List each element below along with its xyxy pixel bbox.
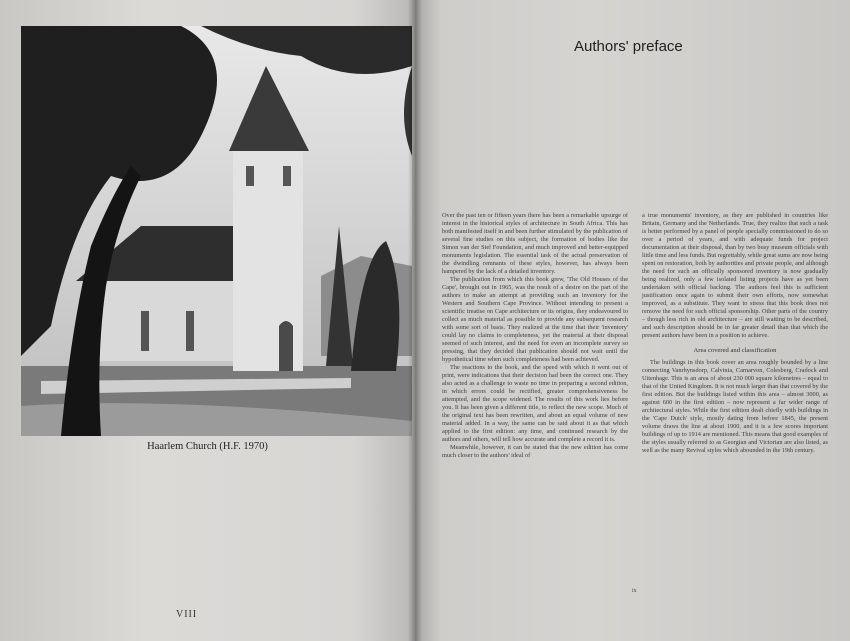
book-spine-shadow bbox=[408, 0, 422, 641]
page-number-left: VIII bbox=[176, 609, 198, 620]
church-photo-illustration bbox=[21, 26, 412, 436]
paragraph: a true monuments' inventory, as they are published in countries like Britain, Germany and the Netherlands. True, they realize that such a task is better performed by a panel of people specially commissioned to do so over a period of years, and with adequate funds for project documentation at their disposal, than by two busy museum officials with little time and less funds. But regrettably, while great sums are now being spent on restoration, both by authorities and private people, and although the need for such an officially sponsored inventory is now gradually being realized, only a few isolated listing projects have as yet been undertaken with official backing. The authors feel this is sufficient justification once again to submit their own efforts, now somewhat improved, as a substitute. They want to stress that this book does not remove the need for such official sponsorship. Other parts of the country – though less rich in old architecture – are still waiting to be described, and such description should be in far greater detail than that which the present authors have been in a position to achieve. bbox=[642, 212, 828, 339]
church-photograph bbox=[21, 26, 412, 436]
paragraph: The publication from which this book grew, 'The Old Houses of the Cape', brought out in 1965, was the result of a desire on the part of the authors to make an attempt at providing such an inventory for the Western and Southern Cape Province. Without intending to present a scientific treatise on Cape architecture or its origins, they endeavoured to collect as much material as possible to provide any subsequent research with some sort of basis. They realized at the time that their 'inventory' could lay no claims to completeness, yet the material at their disposal seemed of such interest, and the need for even an incomplete survey so pressing, that they decided that publication should not wait until the hypothetical time when such completeness had been achieved. bbox=[442, 276, 628, 363]
paragraph: Meanwhile, however, it can be stated that the new edition has come much closer to the authors' ideal of bbox=[442, 444, 628, 459]
photo-caption: Haarlem Church (H.F. 1970) bbox=[147, 441, 268, 452]
section-heading: Area covered and classification bbox=[693, 347, 777, 354]
paragraph: The reactions to the book, and the speed with which it went out of print, were indications that their decision had been the correct one. They also acted as a challenge to waste no time in preparing a second edition, in which errors could be rectified, greater comprehensiveness be attempted, and the scope widened. The results of this work lies before you. It has been given a different title, to reflect the new scope. Much of the original text has been rewritten, and about an equal volume of new material added. In a way, the same can be said about it as that which applied to the first edition: any time, and continued research by the authors and others, will tell how accurate and complete a record it is. bbox=[442, 364, 628, 443]
paragraph: The buildings in this book cover an area roughly bounded by a line connecting Vanrhynsdorp, Calvinia, Carnarvon, Colesberg, Cradock and Uitenhage. This is an area of about 230 000 square kilometres – equal to that of the United Kingdom. It is not much larger than that covered by the first edition. But the buildings listed within this area – almost 3000, as against 600 in the first edition – now represent a far wider range of architectural styles. While the first edition dealt chiefly with buildings in the 'Cape Dutch' style, mostly dating from before 1845, the present volume draws the line at about 1900, and it is a few scores important buildings of up to 1914 are mentioned. This means that good examples of the styles usually referred to as Georgian and Victorian are also listed, as well as the many Revival styles which abounded in the 19th century. bbox=[642, 359, 828, 454]
text-column-1 bbox=[442, 212, 628, 460]
page-number-right: ix bbox=[632, 588, 637, 594]
left-page bbox=[0, 0, 415, 641]
page-title: Authors' preface bbox=[574, 38, 683, 55]
paragraph: Over the past ten or fifteen years there has been a remarkable upsurge of interest in the historical styles of architecture in South Africa. This has both manifested itself in and been further stimulated by the publication of several fine studies on this subject, the formation of bodies like the Simon van der Stel Foundation, and much improved and better-equipped monuments legislation. The essential task of the actual preservation of the dwindling remnants of these styles, however, has always been hampered by the lack of a detailed inventory. bbox=[442, 212, 628, 275]
text-column-2 bbox=[642, 212, 828, 455]
